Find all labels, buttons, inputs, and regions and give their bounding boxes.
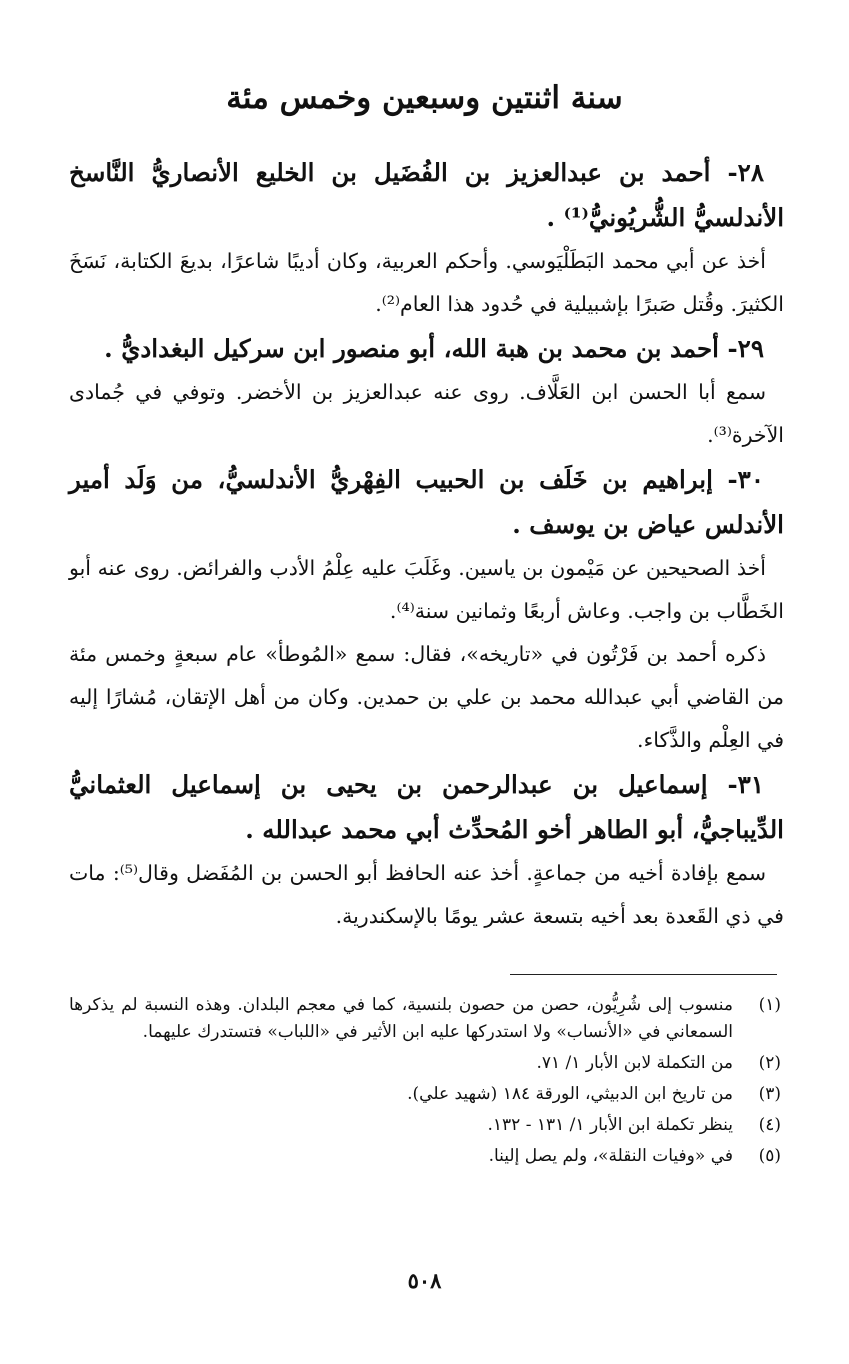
entry-31-heading: ٣١- إسماعيل بن عبدالرحمن بن يحيى بن إسماعيل العثمانيُّ الدِّيباجيُّ، أبو الطاهر أخو المُحدِّث أبي محمد عبدالله . bbox=[69, 770, 784, 844]
footnote-number: (١) bbox=[758, 995, 781, 1015]
footnote-text: من التكملة لابن الأبار ١/ ٧١. bbox=[536, 1053, 733, 1073]
entry-29-paragraph: سمع أبا الحسن ابن العَلَّاف. روى عنه عبدالعزيز بن الأخضر. وتوفي في جُمادى الآخرة⁽³⁾. bbox=[69, 380, 784, 447]
footnote-number: (٢) bbox=[758, 1053, 781, 1073]
footnote-1 bbox=[69, 992, 781, 1046]
entry-28-heading: ٢٨- أحمد بن عبدالعزيز بن الفُضَيل بن الخليع الأنصاريُّ النَّاسخ الأندلسيُّ الشُّريُونيُّ⁽¹⁾ . bbox=[69, 158, 784, 232]
footnote-text: في «وفيات النقلة»، ولم يصل إلينا. bbox=[488, 1146, 733, 1166]
footnote-text: منسوب إلى شُرِيُّون، حصن من حصون بلنسية، كما في معجم البلدان. وهذه النسبة لم يذكرها السمعاني في «الأنساب» ولا استدركها عليه ابن الأثير في «اللباب» فتستدرك عليهما. bbox=[69, 995, 733, 1042]
entry-31-paragraph: سمع بإفادة أخيه من جماعةٍ. أخذ عنه الحافظ أبو الحسن بن المُفَضل وقال⁽⁵⁾: مات في ذي القَعدة بعد أخيه بتسعة عشر يومًا بالإسكندرية. bbox=[69, 861, 784, 928]
footnote-5 bbox=[69, 1143, 781, 1170]
entry-30-heading: ٣٠- إبراهيم بن خَلَف بن الحبيب الفِهْريُّ الأندلسيُّ، من وَلَد أمير الأندلس عياض بن يوسف . bbox=[69, 465, 784, 539]
page-number: ٥٠٨ bbox=[407, 1268, 442, 1293]
footnote-text: ينظر تكملة ابن الأبار ١/ ١٣١ - ١٣٢. bbox=[487, 1115, 733, 1135]
entry-30-paragraph-1: أخذ الصحيحين عن مَيْمون بن ياسين. وغَلَبَ عليه عِلْمُ الأدب والفرائض. روى عنه أبو الخَطَّاب بن واجب. وعاش أربعًا وثمانين سنة⁽⁴⁾. bbox=[69, 556, 784, 623]
footnote-4 bbox=[69, 1112, 781, 1139]
entry-30-paragraph-2: ذكره أحمد بن فَرْتُون في «تاريخه»، فقال: سمع «المُوطأ» عام سبعةٍ وخمس مئة من القاضي أبي عبدالله محمد بن علي بن حمدين. وكان من أهل الإتقان، مُشارًا إليه في العِلْم والذَّكاء. bbox=[69, 642, 784, 752]
footnote-number: (٥) bbox=[758, 1146, 781, 1166]
section-title: سنة اثنتين وسبعين وخمس مئة bbox=[226, 80, 623, 116]
footnote-number: (٣) bbox=[758, 1084, 781, 1104]
footnotes bbox=[69, 992, 781, 1174]
main-text bbox=[69, 150, 784, 938]
entry-28-paragraph: أخذ عن أبي محمد البَطَلْيَوسي. وأحكم العربية، وكان أديبًا شاعرًا، بديعَ الكتابة، نَسَخَ الكثيرَ. وقُتل صَبرًا بإشبيلية في حُدود هذا العام⁽²⁾. bbox=[69, 249, 784, 316]
footnote-2 bbox=[69, 1050, 781, 1077]
footnote-3 bbox=[69, 1081, 781, 1108]
footnote-number: (٤) bbox=[758, 1115, 781, 1135]
footnote-text: من تاريخ ابن الدبيثي، الورقة ١٨٤ (شهيد علي). bbox=[407, 1084, 733, 1104]
footnote-divider bbox=[510, 974, 777, 975]
entry-29-heading: ٢٩- أحمد بن محمد بن هبة الله، أبو منصور ابن سركيل البغداديُّ . bbox=[104, 334, 764, 363]
